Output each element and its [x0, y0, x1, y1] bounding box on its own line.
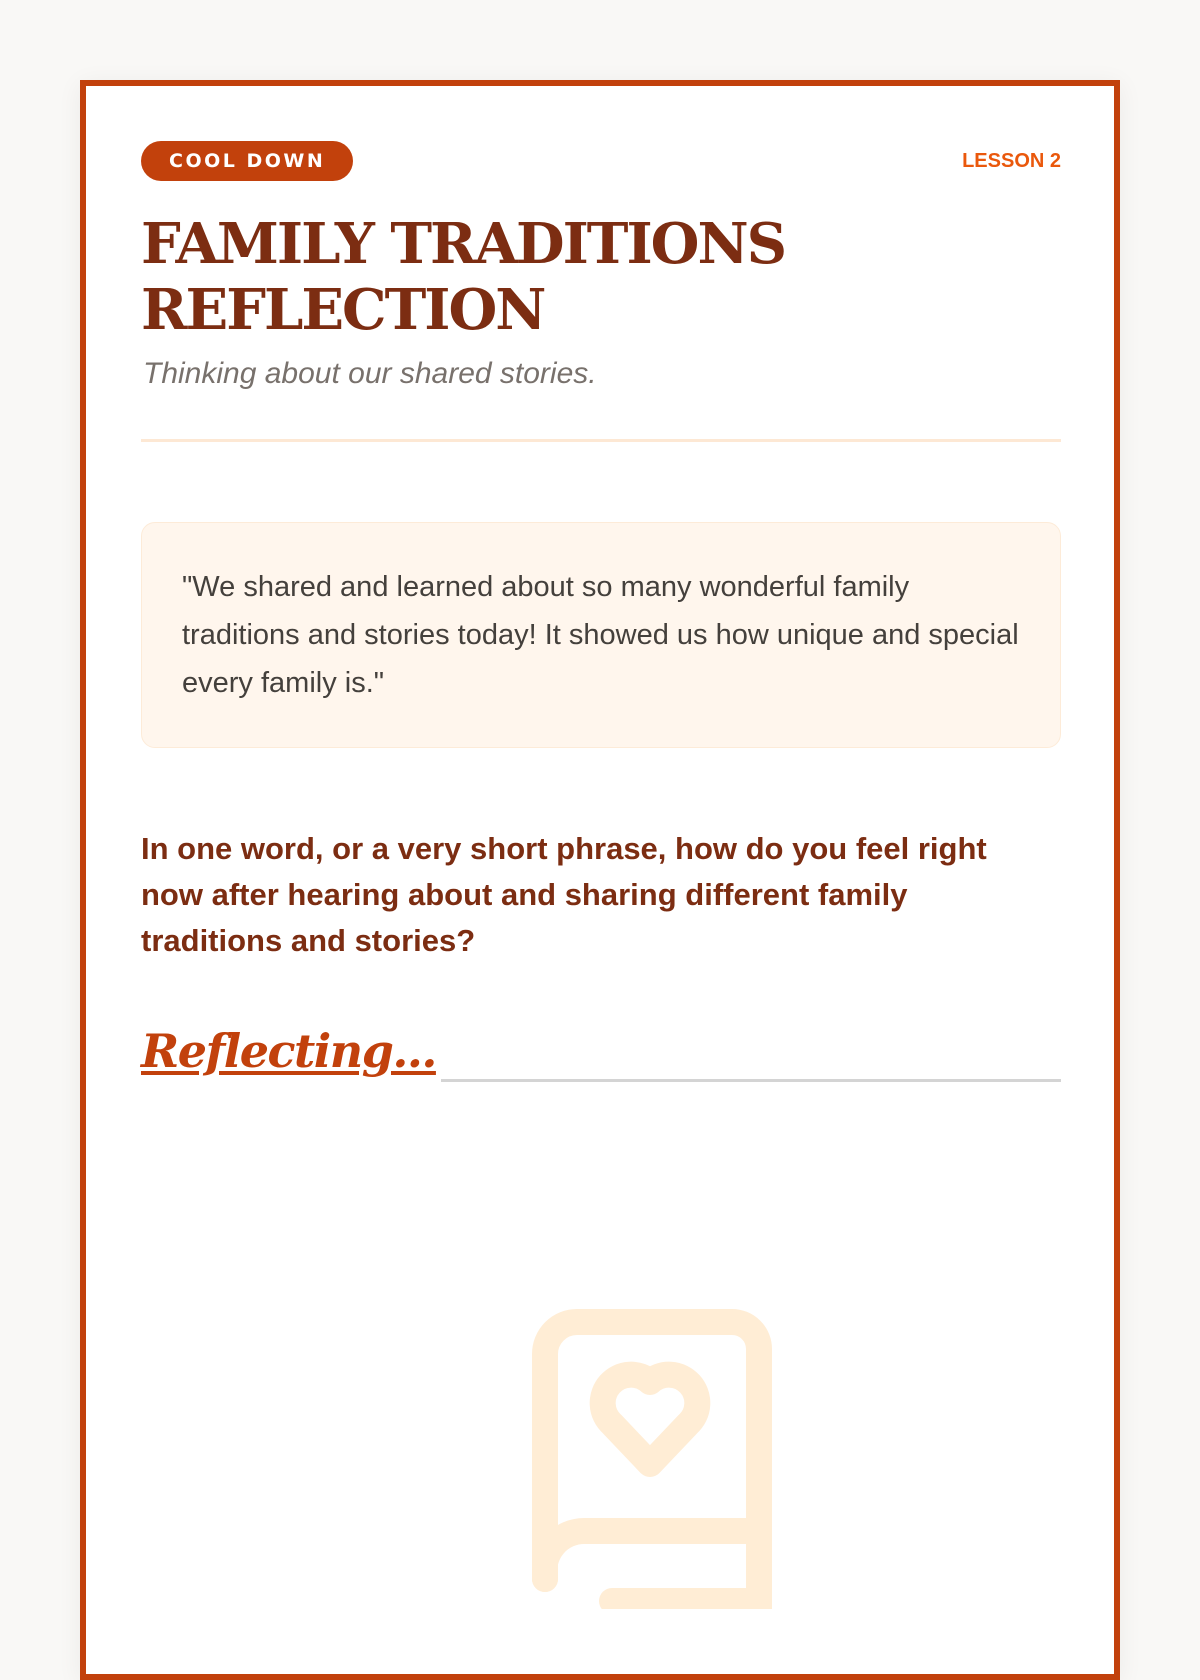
title-line-1: FAMILY TRADITIONS [141, 211, 786, 277]
answer-label: Reflecting... [141, 1024, 436, 1078]
reflection-card [80, 80, 1120, 1680]
header-divider [141, 439, 1061, 442]
lesson-label: LESSON 2 [962, 150, 1061, 172]
page-title [141, 211, 1061, 343]
title-line-2: REFLECTION [141, 277, 545, 343]
answer-input-line[interactable] [441, 1079, 1061, 1082]
page-subtitle: Thinking about our shared stories. [143, 357, 597, 390]
reflection-question: In one word, or a very short phrase, how do you feel right now after hearing about and sharing different family traditions and stories? [141, 831, 987, 958]
card-header [141, 141, 1061, 183]
quote-box [141, 522, 1061, 748]
book-heart-icon [532, 1309, 772, 1609]
answer-row [141, 1021, 1061, 1091]
quote-text: "We shared and learned about so many wonderful family traditions and stories today! It showed us how unique and special every family is." [182, 571, 1019, 699]
cool-down-badge: COOL DOWN [141, 141, 353, 181]
